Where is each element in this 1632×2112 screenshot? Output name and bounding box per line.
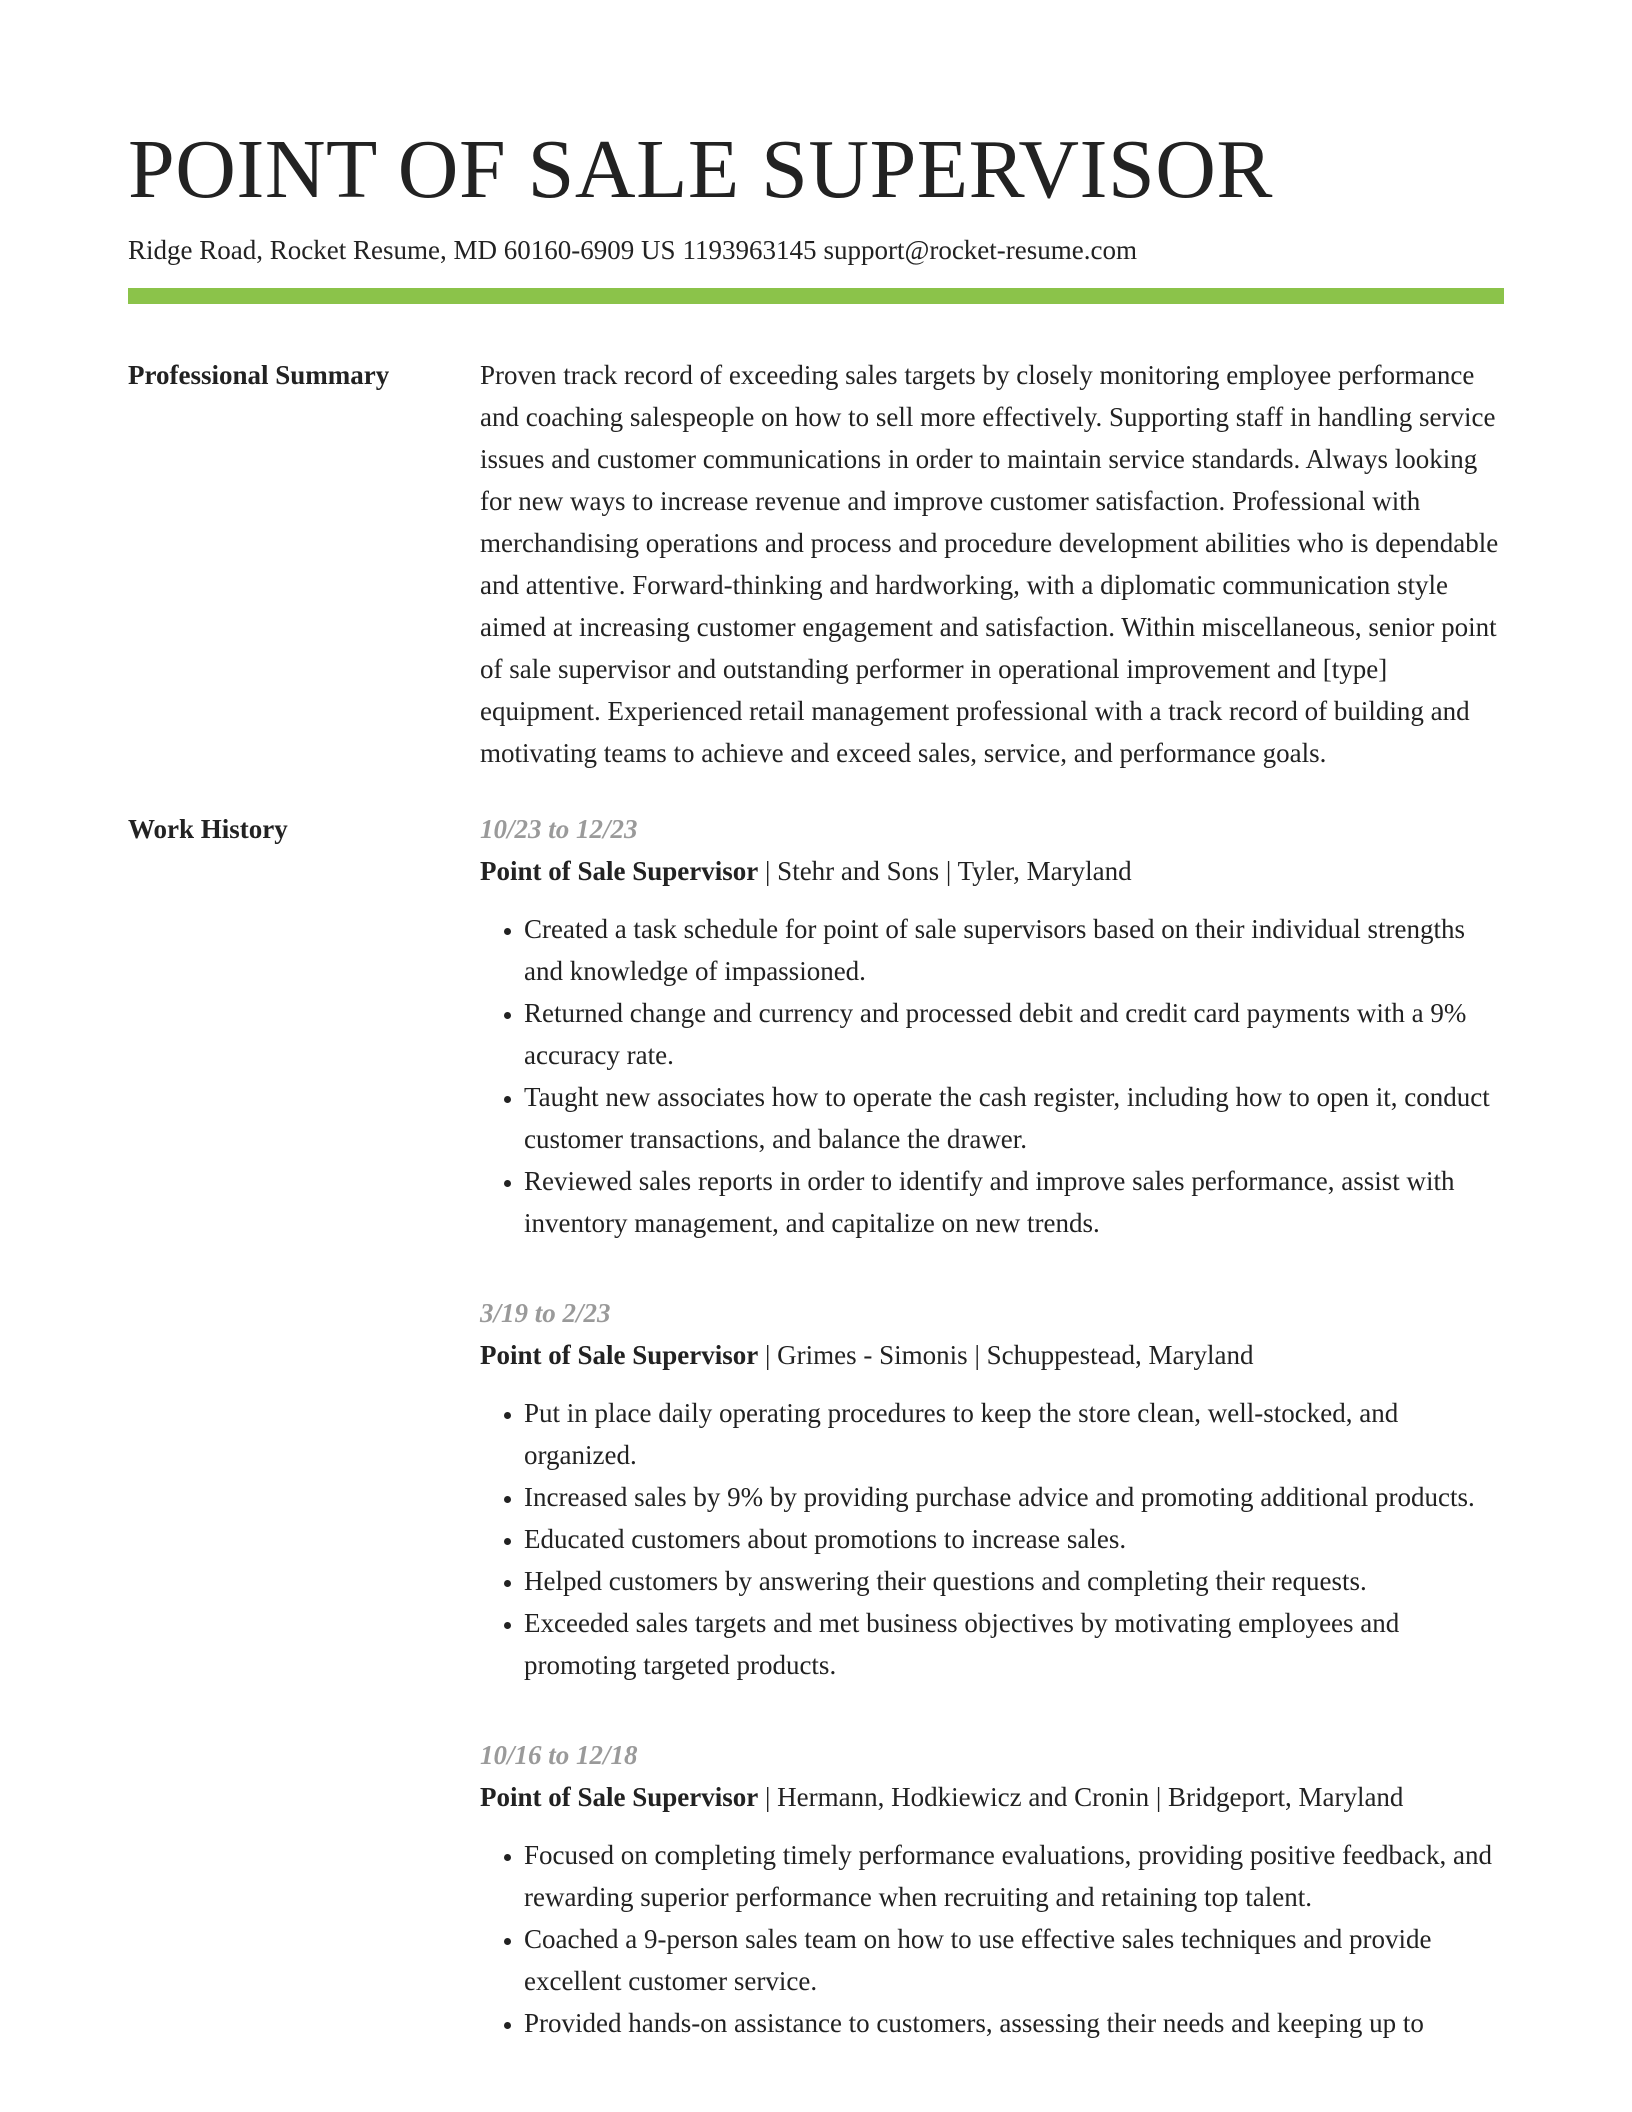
professional-summary-section xyxy=(128,354,1504,774)
separator: | xyxy=(967,1340,987,1370)
job-entry xyxy=(480,1734,1504,2044)
job-title-line xyxy=(480,1776,1504,1818)
job-bullet: • Returned change and currency and processed debit and credit card payments with a 9% accuracy rate. xyxy=(524,992,1504,1076)
contact-address: Ridge Road, Rocket Resume, MD 60160-6909 US xyxy=(128,235,676,265)
job-company: Hermann, Hodkiewicz and Cronin xyxy=(777,1782,1150,1812)
separator: | xyxy=(758,856,778,886)
job-bullet-list xyxy=(480,1834,1504,2044)
job-title: Point of Sale Supervisor xyxy=(480,1340,759,1370)
job-bullet: • Reviewed sales reports in order to identify and improve sales performance, assist with inventory management, and capitalize on new trends. xyxy=(524,1160,1504,1244)
job-title-line xyxy=(480,1334,1504,1376)
contact-phone: 1193963145 xyxy=(682,235,817,265)
job-bullet: • Put in place daily operating procedures to keep the store clean, well-stocked, and organized. xyxy=(524,1392,1504,1476)
job-location: Bridgeport, Maryland xyxy=(1167,1782,1404,1812)
job-bullet: • Created a task schedule for point of sale supervisors based on their individual strengths and knowledge of impassioned. xyxy=(524,908,1504,992)
separator: | xyxy=(758,1782,778,1812)
job-title: Point of Sale Supervisor xyxy=(480,856,759,886)
header-divider xyxy=(128,288,1504,304)
job-company: Grimes - Simonis xyxy=(777,1340,968,1370)
contact-email: support@rocket-resume.com xyxy=(823,235,1137,265)
job-title: Point of Sale Supervisor xyxy=(480,1782,759,1812)
summary-text: Proven track record of exceeding sales targets by closely monitoring employee performance and coaching salespeople on how to sell more effectively. Supporting staff in handling service issues and customer communications in order to maintain service standards. Always looking for new ways to increase revenue and improve customer satisfaction. Professional with merchandising operations and process and procedure development abilities who is dependable and attentive. Forward-thinking and hardworking, with a diplomatic communication style aimed at increasing customer engagement and satisfaction. Within miscellaneous, senior point of sale supervisor and outstanding performer in operational improvement and [type] equipment. Experienced retail management professional with a track record of building and motivating teams to achieve and exceed sales, service, and performance goals. xyxy=(480,360,1499,768)
section-heading-summary: Professional Summary xyxy=(128,360,390,390)
job-location: Tyler, Maryland xyxy=(957,856,1132,886)
separator: | xyxy=(939,856,958,886)
job-dates: 3/19 to 2/23 xyxy=(480,1298,611,1328)
work-history-section xyxy=(128,808,1504,2092)
resume-page xyxy=(128,0,1504,2092)
job-entry xyxy=(480,1292,1504,1686)
job-bullet-list xyxy=(480,1392,1504,1686)
job-bullet: • Exceeded sales targets and met business objectives by motivating employees and promoting targeted products. xyxy=(524,1602,1504,1686)
section-heading-work-history: Work History xyxy=(128,814,288,844)
job-bullet: • Focused on completing timely performance evaluations, providing positive feedback, and rewarding superior performance when recruiting and retaining top talent. xyxy=(524,1834,1504,1918)
job-bullet: • Educated customers about promotions to increase sales. xyxy=(524,1518,1504,1560)
job-title-line xyxy=(480,850,1504,892)
job-bullet: • Helped customers by answering their questions and completing their requests. xyxy=(524,1560,1504,1602)
job-dates: 10/16 to 12/18 xyxy=(480,1740,638,1770)
job-bullet: • Taught new associates how to operate the cash register, including how to open it, conduct customer transactions, and balance the drawer. xyxy=(524,1076,1504,1160)
resume-title: POINT OF SALE SUPERVISOR xyxy=(128,123,1273,216)
job-dates: 10/23 to 12/23 xyxy=(480,814,638,844)
separator: | xyxy=(758,1340,778,1370)
job-location: Schuppestead, Maryland xyxy=(986,1340,1254,1370)
job-entry xyxy=(480,808,1504,1244)
contact-line xyxy=(128,232,1504,268)
job-bullet: • Increased sales by 9% by providing purchase advice and promoting additional products. xyxy=(524,1476,1504,1518)
job-bullet: • Coached a 9-person sales team on how to use effective sales techniques and provide excellent customer service. xyxy=(524,1918,1504,2002)
job-bullet: • Provided hands-on assistance to customers, assessing their needs and keeping up to xyxy=(524,2002,1504,2044)
job-bullet-list xyxy=(480,908,1504,1244)
separator: | xyxy=(1149,1782,1168,1812)
job-company: Stehr and Sons xyxy=(777,856,940,886)
